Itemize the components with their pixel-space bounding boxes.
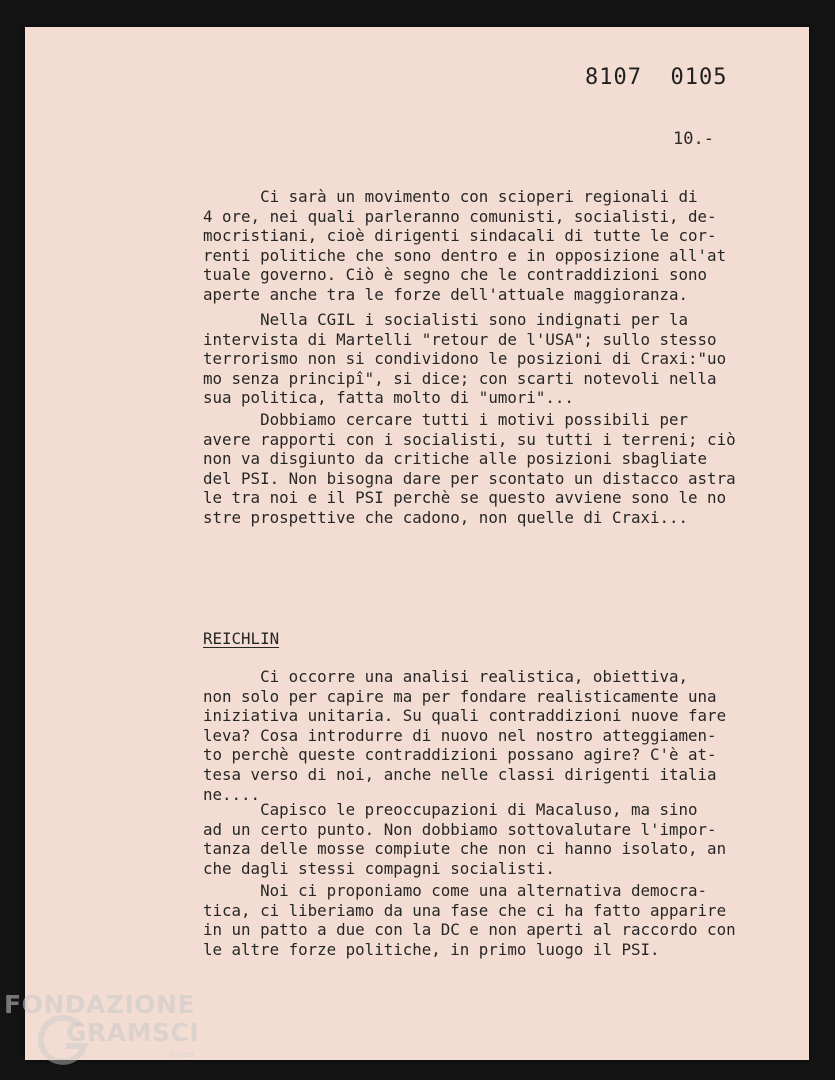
watermark-logo xyxy=(0,990,220,1080)
archive-number: 8107 0105 xyxy=(585,65,728,90)
document-page xyxy=(25,27,809,1060)
watermark-line2: GRAMSCI xyxy=(66,1018,200,1047)
paragraph: Capisco le preoccupazioni di Macaluso, ma sino ad un certo punto. Non dobbiamo sottovalutare l'impor- tanza delle mosse compiute che non ci hanno isolato, an che dagli stessi compagni socialisti. xyxy=(203,800,727,878)
page-number: 10.- xyxy=(673,129,714,149)
speaker-name: REICHLIN xyxy=(203,629,280,648)
watermark-line3: onlus xyxy=(170,1050,195,1060)
watermark-line1: FONDAZIONE xyxy=(4,990,196,1019)
paragraph: Noi ci proponiamo come una alternativa democra- tica, ci liberiamo da una fase che ci ha fatto apparire in un patto a due con la DC e non aperti al raccordo con le altre forze politiche, in primo luogo il PSI. xyxy=(203,881,736,959)
paragraph: Dobbiamo cercare tutti i motivi possibili per avere rapporti con i socialisti, su tutti i terreni; ciò non va disgiunto da critiche alle posizioni sbagliate del PSI. Non bisogna dare per scontato un distacco astra le tra noi e il PSI perchè se questo avviene sono le no stre prospettive che cadono, non quelle di Craxi... xyxy=(203,410,736,527)
paragraph: Ci occorre una analisi realistica, obiettiva, non solo per capire ma per fondare realisticamente una iniziativa unitaria. Su quali contraddizioni nuove fare leva? Cosa introdurre di nuovo nel nostro atteggiamen- to perchè queste contraddizioni possano agire? C'è at- tesa verso di noi, anche nelle classi dirigenti italia ne.... xyxy=(203,667,727,804)
paragraph: Nella CGIL i socialisti sono indignati per la intervista di Martelli "retour de l'USA"; sullo stesso terrorismo non si condividono le posizioni di Craxi:"uo mo senza principî", si dice; con scarti notevoli nella sua politica, fatta molto di "umori"... xyxy=(203,310,727,408)
paragraph: Ci sarà un movimento con scioperi regionali di 4 ore, nei quali parleranno comunisti, socialisti, de- mocristiani, cioè dirigenti sindacali di tutte le cor- renti politiche che sono dentro e in opposizione all'at tuale governo. Ciò è segno che le contraddizioni sono aperte anche tra le forze dell'attuale maggioranza. xyxy=(203,187,727,304)
